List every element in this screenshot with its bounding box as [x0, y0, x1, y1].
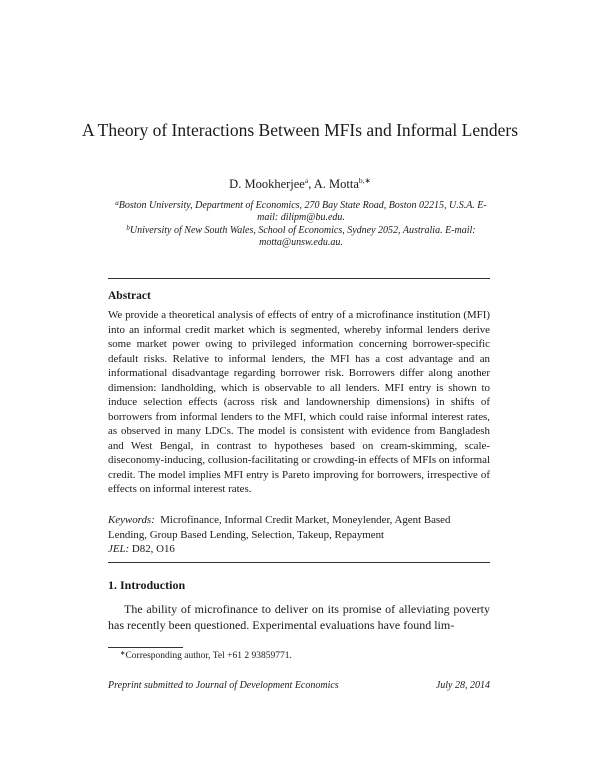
jel-codes: D82, O16	[131, 543, 175, 555]
footer-date: July 28, 2014	[435, 680, 490, 691]
section-heading-introduction: 1. Introduction	[108, 578, 186, 592]
author-name: D. Mookherjee	[229, 177, 305, 191]
footer-journal: Preprint submitted to Journal of Development Economics	[108, 680, 339, 691]
footnote-rule	[108, 647, 183, 648]
abstract-bottom-rule	[108, 562, 490, 563]
affiliation-a	[108, 200, 494, 224]
abstract-text: We provide a theoretical analysis of effects of entry of a microfinance institution (MFI) into an informal credit market which is segmented, whereby informal lenders derive some market power owing to privileged information concerning borrower-specific default risks. Relative to informal lenders, the MFI has a cost advantage and an informational disadvantage regarding borrower risk. Borrowers differ along another dimension: landholding, which is observable to all lenders. MFI entry is shown to induce selection effects (across risk and landownership dimensions) in shifts of borrowers from informal lenders to the MFI, which could raise informal interest rates, as observed in many LDCs. The model is consistent with evidence from Bangladesh and West Bengal, in contrast to hypotheses based on cream-skimming, scale-diseconomy-inducing, collusion-facilitating or crowding-in effects of MFIs on informal credit. The model implies MFI entry is Pareto improving for borrowers, irrespective of effects on informal interest rates.	[108, 309, 490, 495]
author-name: A. Motta	[313, 177, 359, 191]
footnote	[120, 650, 292, 662]
introduction-text: The ability of microfinance to deliver on its promise of alleviating poverty has recently been questioned. Experimental evaluations have found lim-	[108, 602, 490, 632]
keywords-label: Keywords:	[108, 514, 155, 526]
abstract-heading: Abstract	[108, 290, 151, 302]
author-line	[60, 176, 540, 192]
affiliation-b	[108, 225, 494, 249]
abstract-top-rule	[108, 278, 490, 279]
affiliation-mark: a	[304, 176, 309, 185]
affiliation-mark: b,∗	[358, 176, 371, 185]
affiliation-mark: b	[126, 224, 130, 232]
paper-title: A Theory of Interactions Between MFIs and Informal Lenders	[81, 120, 519, 140]
keywords-block	[108, 513, 490, 557]
author-separator: ,	[308, 177, 314, 191]
keywords-text: Microfinance, Informal Credit Market, Moneylender, Agent Based Lending, Group Based Lending, Selection, Takeup, Repayment	[108, 514, 451, 541]
affiliation-text: University of New South Wales, School of Economics, Sydney 2052, Australia. E-mail: motta@unsw.edu.au.	[129, 225, 476, 248]
affiliation-mark: a	[115, 199, 119, 207]
footnote-text: Corresponding author, Tel +61 2 93859771.	[125, 651, 292, 661]
affiliation-text: Boston University, Department of Economics, 270 Bay State Road, Boston 02215, U.S.A. E-mail: dilipm@bu.edu.	[118, 200, 487, 223]
footnote-mark: ∗	[120, 650, 126, 657]
jel-label: JEL:	[108, 543, 130, 555]
